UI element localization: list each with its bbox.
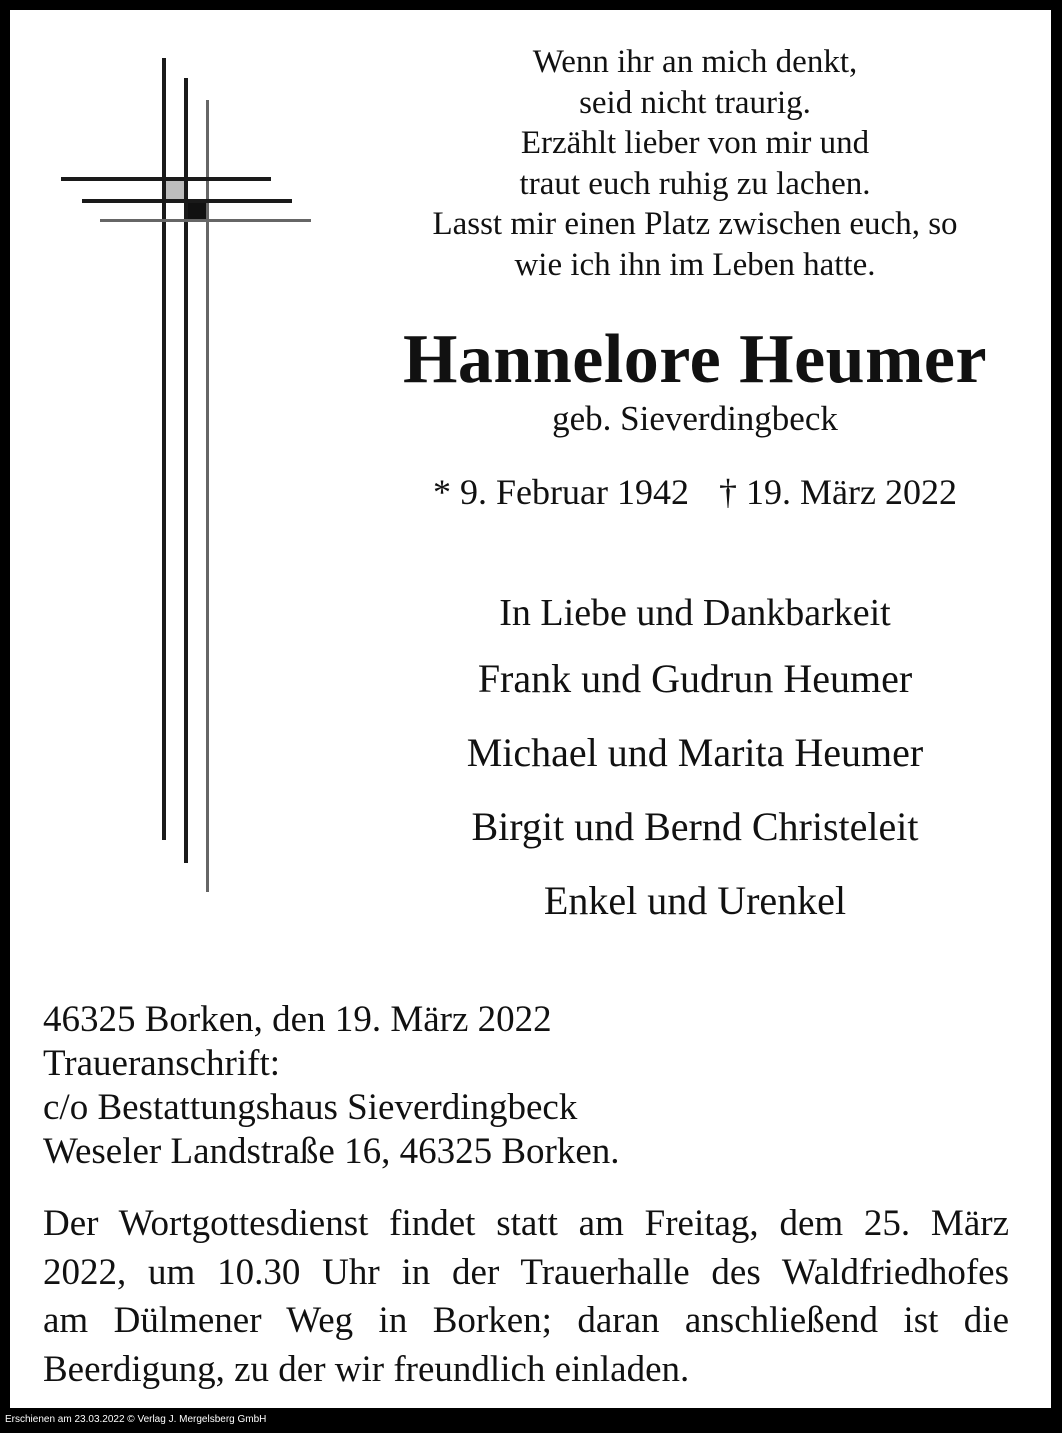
birth-name: geb. Sieverdingbeck — [552, 399, 838, 438]
publication-footer: Erschienen am 23.03.2022 © Verlag J. Mergelsberg GmbH — [5, 1414, 267, 1425]
service-line: am Dülmener Weg in Borken; daran anschließend ist die — [43, 1300, 1009, 1341]
address-line: Weseler Landstraße 16, 46325 Borken. — [43, 1131, 620, 1172]
poem-line: Erzählt lieber von mir und — [520, 125, 870, 161]
mourner-name: Michael und Marita Heumer — [466, 730, 924, 775]
poem-line: traut euch ruhig zu lachen. — [519, 165, 871, 202]
poem-line: Wenn ihr an mich denkt, — [532, 44, 858, 80]
poem-line: Lasst mir einen Platz zwischen euch, so — [432, 206, 958, 242]
poem — [350, 42, 1040, 285]
cross-icon — [10, 10, 340, 910]
mourner-name: Enkel und Urenkel — [543, 878, 847, 923]
service-line: Beerdigung, zu der wir freundlich einladen. — [43, 1348, 690, 1390]
death-date: † 19. März 2022 — [719, 472, 957, 512]
mourning-address — [43, 998, 1023, 1174]
birth-date: * 9. Februar 1942 — [433, 472, 689, 512]
service-notice — [43, 1200, 1009, 1394]
mourners — [350, 584, 1040, 938]
life-dates — [350, 470, 1040, 514]
address-line: Traueranschrift: — [43, 1043, 281, 1084]
poem-line: wie ich ihn im Leben hatte. — [514, 246, 876, 283]
poem-line: seid nicht traurig. — [579, 84, 811, 121]
mourner-name: Birgit und Bernd Christeleit — [471, 804, 919, 849]
mourner-name: Frank und Gudrun Heumer — [477, 656, 913, 701]
address-line: c/o Bestattungshaus Sieverdingbeck — [43, 1087, 578, 1128]
service-line: 2022, um 10.30 Uhr in der Trauerhalle des Waldfriedhofes — [43, 1251, 1009, 1293]
address-line: 46325 Borken, den 19. März 2022 — [43, 999, 552, 1040]
mourners-intro: In Liebe und Dankbarkeit — [499, 592, 891, 634]
obituary-page — [10, 10, 1051, 1408]
deceased-name: Hannelore Heumer — [402, 321, 988, 398]
service-line: Der Wortgottesdienst findet statt am Freitag, dem 25. März — [43, 1203, 1009, 1244]
